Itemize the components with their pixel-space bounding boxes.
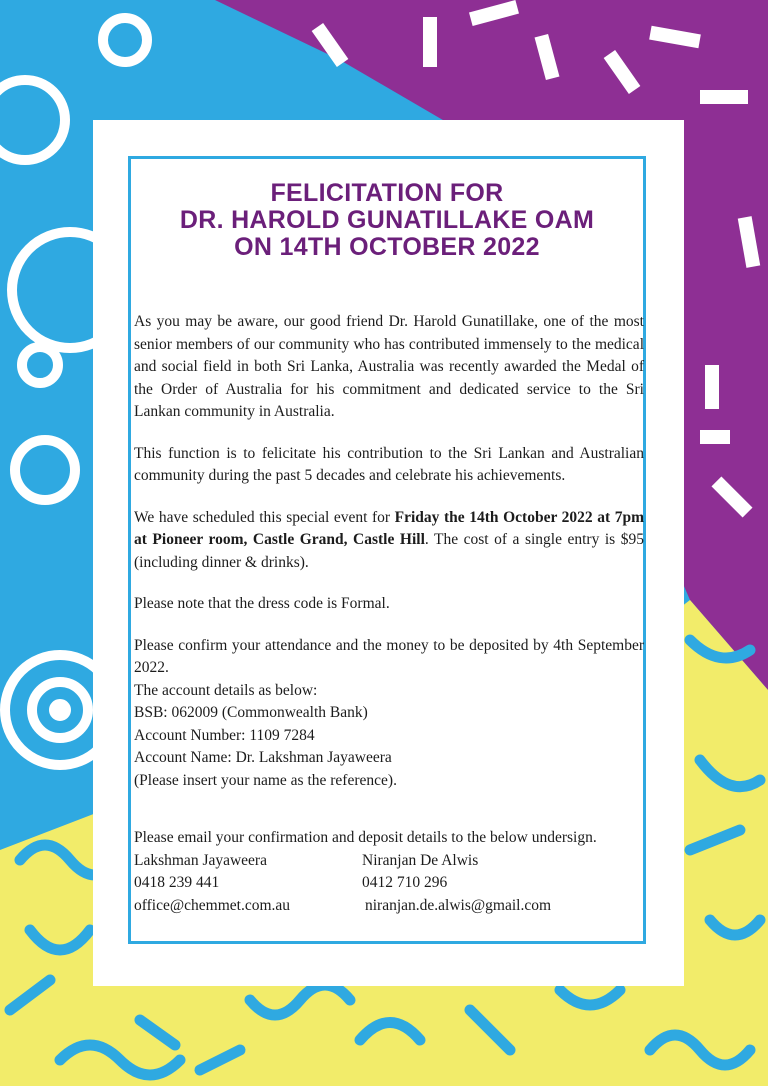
reference-note: (Please insert your name as the reference). (134, 771, 397, 789)
contact-1-email: office@chemmet.com.au (134, 896, 291, 914)
page-title (128, 180, 646, 261)
account-number: Account Number: 1109 7284 (134, 726, 315, 744)
paragraph-purpose: This function is to felicitate his contribution to the Sri Lankan and Australian community during the past 5 decades and celebrate his achievements. (134, 444, 644, 484)
contact-2-email: niranjan.de.alwis@gmail.com (365, 896, 552, 914)
title-line-3: ON 14TH OCTOBER 2022 (234, 233, 540, 261)
paragraph-announcement: As you may be aware, our good friend Dr. Harold Gunatillake, one of the most senior members of our community who has contributed immensely to the medical and social field in both Sri Lanka, Australia was recently awarded the Medal of the Order of Australia for his commitment and dedicated service to the Sri Lankan community in Australia. (134, 313, 644, 420)
event-details-suffix: . The cost of a single entry is $95 (including dinner & drinks). (134, 531, 644, 571)
contact-2 (362, 850, 632, 918)
contact-1-name: Lakshman Jayaweera (134, 851, 267, 869)
contact-1-phone: 0418 239 441 (134, 874, 220, 891)
contact-2-name: Niranjan De Alwis (362, 851, 479, 869)
account-name: Account Name: Dr. Lakshman Jayaweera (134, 749, 392, 766)
event-details-prefix: We have scheduled this special event for (134, 508, 395, 526)
letter-body (134, 311, 644, 917)
paragraph-rsvp: Please confirm your attendance and the money to be deposited by 4th September 2022. (134, 636, 644, 676)
contact-2-phone: 0412 710 296 (362, 874, 448, 891)
account-bsb: BSB: 062009 (Commonwealth Bank) (134, 704, 368, 721)
contacts (134, 850, 644, 918)
title-line-1: FELICITATION FOR (270, 179, 504, 207)
paragraph-event-details (134, 507, 644, 575)
event-date-venue: Friday the 14th October 2022 at 7pm at Pioneer room, Castle Grand, Castle Hill (134, 508, 645, 548)
contact-1 (134, 850, 362, 918)
title-line-2: DR. HAROLD GUNATILLAKE OAM (179, 206, 595, 234)
email-request: Please email your confirmation and deposit details to the below undersign. (134, 829, 597, 846)
paragraph-dress-code: Please note that the dress code is Formal. (134, 595, 390, 612)
account-intro: The account details as below: (134, 681, 318, 699)
